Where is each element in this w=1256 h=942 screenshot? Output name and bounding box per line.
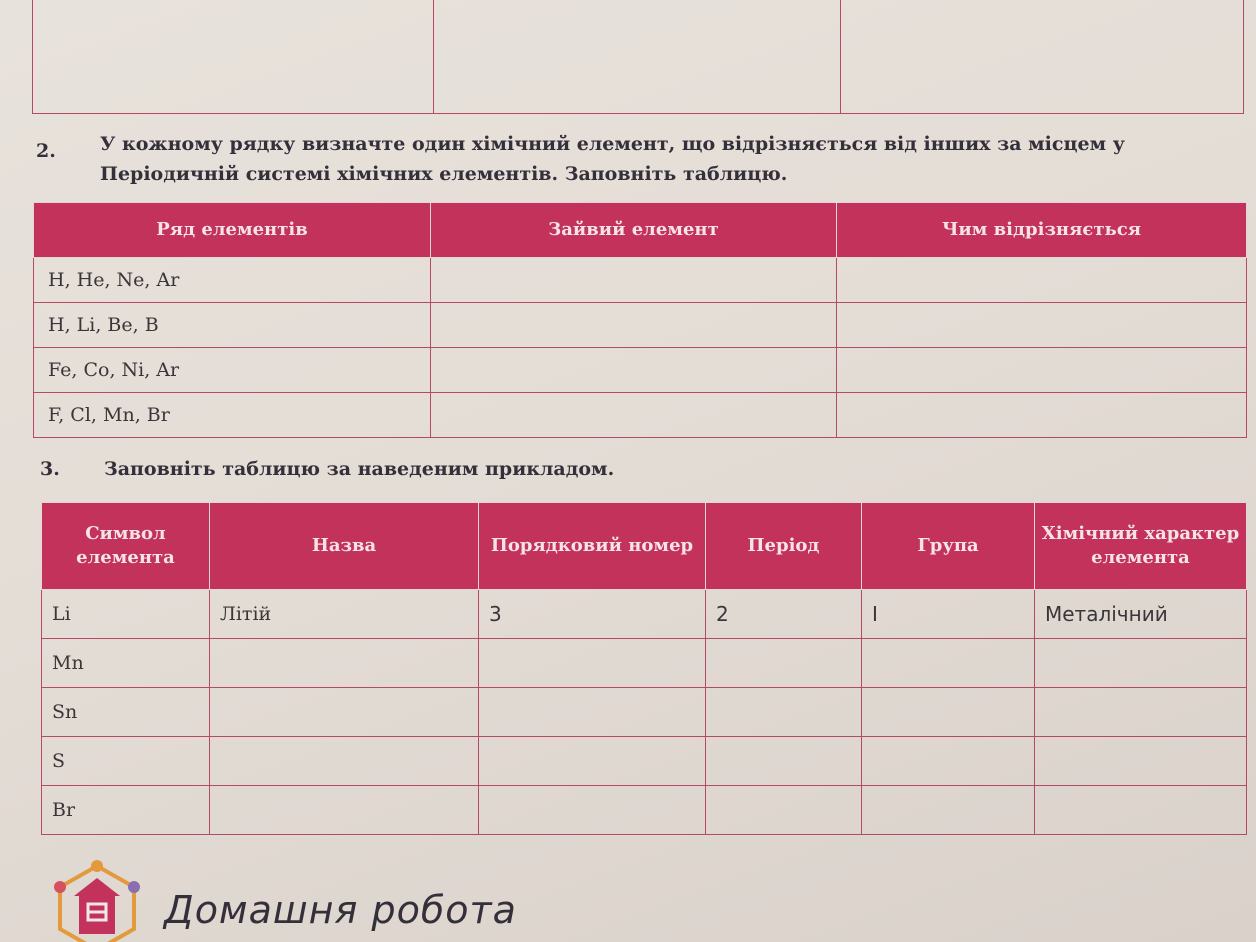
t2-row-elements: H, He, Ne, Ar [34, 258, 431, 303]
task2-instructions: У кожному рядку визначте один хімічний елемент, що відрізняється від інших за місцем у Періодичній системі хімічних елементів. Заповніть таблицю. [100, 133, 1125, 185]
table-row [42, 737, 1247, 786]
t3-header-period: Період [706, 503, 862, 590]
t2-answer-extra[interactable] [431, 258, 837, 303]
t2-answer-difference[interactable] [837, 303, 1247, 348]
task2-table [33, 202, 1247, 438]
previous-task-table [32, 0, 1244, 114]
table-row [34, 258, 1247, 303]
homework-title: Домашня робота [164, 888, 517, 932]
t2-row-elements: H, Li, Be, B [34, 303, 431, 348]
house-icon [52, 860, 142, 942]
t3-period[interactable] [706, 786, 862, 835]
t3-period[interactable] [706, 639, 862, 688]
t3-group: I [862, 590, 1035, 639]
task3-instructions: Заповніть таблицю за наведеним прикладом. [104, 458, 615, 480]
t3-symbol: Li [42, 590, 210, 639]
previous-table-cell [841, 0, 1244, 114]
t3-character[interactable] [1035, 786, 1247, 835]
homework-section [52, 860, 652, 942]
t3-header-symbol: Символ елемента [42, 503, 210, 590]
t3-atomic-number[interactable] [479, 786, 706, 835]
t3-atomic-number[interactable] [479, 688, 706, 737]
t3-name[interactable] [210, 688, 479, 737]
t3-period: 2 [706, 590, 862, 639]
table-row [34, 393, 1247, 438]
t3-character[interactable] [1035, 639, 1247, 688]
t3-symbol: Sn [42, 688, 210, 737]
t3-header-character: Хімічний характер елемента [1035, 503, 1247, 590]
task3-number: 3. [40, 458, 60, 480]
t2-header-extra-element: Зайвий елемент [431, 203, 837, 258]
t2-row-elements: F, Cl, Mn, Br [34, 393, 431, 438]
t3-atomic-number[interactable] [479, 639, 706, 688]
t3-header-atomic-number: Порядковий номер [479, 503, 706, 590]
t3-symbol: Br [42, 786, 210, 835]
t3-atomic-number[interactable] [479, 737, 706, 786]
t3-symbol: S [42, 737, 210, 786]
t3-atomic-number: 3 [479, 590, 706, 639]
table-row [42, 786, 1247, 835]
task3-table [41, 502, 1247, 835]
t2-answer-extra[interactable] [431, 348, 837, 393]
table-row [42, 639, 1247, 688]
t3-character[interactable] [1035, 737, 1247, 786]
t3-group[interactable] [862, 786, 1035, 835]
t3-group[interactable] [862, 688, 1035, 737]
t2-header-row-elements: Ряд елементів [34, 203, 431, 258]
table-row [42, 590, 1247, 639]
t3-character: Металічний [1035, 590, 1247, 639]
table-row [42, 688, 1247, 737]
table-row [34, 303, 1247, 348]
t3-name[interactable] [210, 786, 479, 835]
t3-period[interactable] [706, 737, 862, 786]
previous-table-cell [33, 0, 434, 114]
previous-table-cell [434, 0, 841, 114]
t2-row-elements: Fe, Co, Ni, Ar [34, 348, 431, 393]
t3-period[interactable] [706, 688, 862, 737]
t2-header-difference: Чим відрізняється [837, 203, 1247, 258]
t3-group[interactable] [862, 639, 1035, 688]
t2-answer-difference[interactable] [837, 258, 1247, 303]
t3-character[interactable] [1035, 688, 1247, 737]
t3-name[interactable] [210, 737, 479, 786]
t2-answer-extra[interactable] [431, 393, 837, 438]
t2-answer-difference[interactable] [837, 393, 1247, 438]
t3-symbol: Mn [42, 639, 210, 688]
t2-answer-extra[interactable] [431, 303, 837, 348]
t3-name[interactable] [210, 639, 479, 688]
t3-name: Літій [210, 590, 479, 639]
table-row [34, 348, 1247, 393]
t3-group[interactable] [862, 737, 1035, 786]
t3-header-name: Назва [210, 503, 479, 590]
t3-header-group: Група [862, 503, 1035, 590]
t2-answer-difference[interactable] [837, 348, 1247, 393]
task2-number: 2. [36, 140, 56, 162]
